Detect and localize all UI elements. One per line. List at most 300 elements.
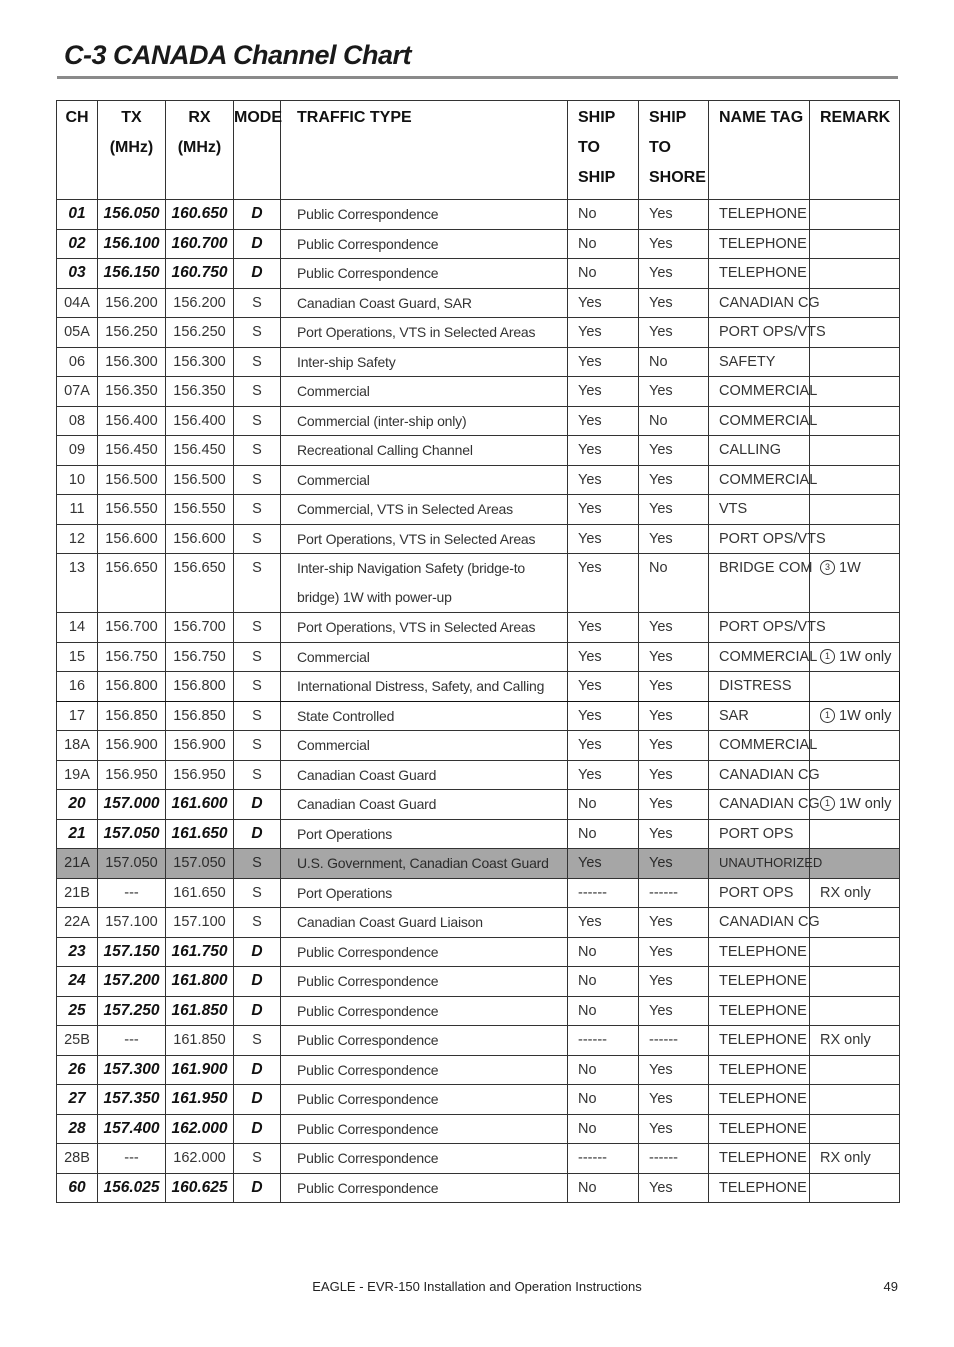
cell-rx-text: 161.950 [171,1090,228,1108]
cell-traffic-type-text: Commercial (inter-ship only) [297,412,467,429]
cell-channel-text: 02 [68,234,86,252]
cell-tx [98,731,166,761]
cell-rx-text: 156.500 [173,471,226,488]
cell-ship-to-shore-text: Yes [649,648,673,665]
header-ship-to-shore: SHIP TO SHORE [639,101,709,200]
cell-ship-to-shore [639,288,709,318]
cell-remark [810,377,900,407]
cell-mode [234,731,281,761]
cell-mode-text: S [252,884,262,901]
cell-mode-text: D [251,1119,263,1137]
cell-ship-to-ship [568,701,639,731]
cell-channel [57,1085,98,1115]
cell-mode [234,229,281,259]
cell-rx-text: 161.800 [171,972,228,990]
cell-channel-text: 04A [64,294,90,311]
cell-ship-to-shore [639,1144,709,1174]
cell-tx [98,642,166,672]
cell-tx-text: 156.450 [105,442,158,459]
cell-rx [166,967,234,997]
table-row [57,701,900,731]
cell-tx [98,613,166,643]
cell-mode [234,259,281,289]
cell-name-tag-text: SAR [719,707,749,724]
cell-tx-text: 157.300 [103,1060,160,1078]
cell-ship-to-ship [568,878,639,908]
cell-tx [98,288,166,318]
cell-name-tag [709,908,820,938]
cell-rx-text: 160.700 [171,234,228,252]
cell-rx [166,760,234,790]
cell-name-tag-text: CALLING [719,442,782,459]
cell-rx [166,878,234,908]
cell-tx-text: 156.025 [103,1178,160,1196]
cell-traffic-type-text: Commercial [297,383,370,400]
cell-remark [810,760,900,790]
cell-traffic-type-text: Commercial, VTS in Selected Areas [297,501,513,518]
cell-rx-text: 156.600 [173,530,226,547]
cell-ship-to-ship [568,229,639,259]
cell-ship-to-ship-text: No [578,1002,597,1019]
cell-ship-to-ship-text: ------ [578,1150,607,1167]
cell-mode-text: S [252,678,262,695]
cell-name-tag-text: COMMERCIAL [719,648,818,665]
cell-channel [57,613,98,643]
cell-rx [166,790,234,820]
cell-channel-text: 28 [68,1119,86,1137]
table-row [57,967,900,997]
cell-remark [810,996,900,1026]
table-row [57,642,900,672]
cell-traffic-type [281,642,568,672]
cell-mode-text: D [251,824,263,842]
cell-rx-text: 161.650 [171,824,228,842]
cell-name-tag [709,701,810,731]
cell-ship-to-shore-text: Yes [649,737,673,754]
cell-ship-to-shore-text: Yes [649,1002,673,1019]
cell-ship-to-shore-text: ------ [649,1150,678,1167]
cell-name-tag [709,672,810,702]
cell-mode-text: S [252,648,262,665]
cell-tx-text: 156.950 [105,766,158,783]
cell-ship-to-shore [639,229,709,259]
cell-mode-text: D [251,234,263,252]
cell-channel [57,849,98,879]
cell-ship-to-shore [639,554,709,613]
cell-ship-to-shore-text: No [649,560,668,576]
cell-traffic-type [281,554,568,613]
cell-traffic-type-text: Public Correspondence [297,1061,439,1078]
cell-channel-text: 13 [68,560,86,576]
cell-tx [98,937,166,967]
cell-name-tag-text: CANADIAN CG [719,766,820,783]
cell-mode [234,1173,281,1203]
cell-rx [166,672,234,702]
cell-traffic-type [281,1055,568,1085]
cell-traffic-type [281,937,568,967]
cell-name-tag-text: UNAUTHORIZED [719,855,823,871]
cell-tx-text: 156.100 [103,234,160,252]
cell-ship-to-shore-text: Yes [649,265,673,282]
cell-mode-text: S [252,1032,262,1049]
cell-ship-to-ship [568,1026,639,1056]
cell-name-tag [709,878,810,908]
cell-ship-to-shore [639,1055,709,1085]
cell-traffic-type [281,731,568,761]
cell-traffic-type [281,495,568,525]
cell-tx [98,200,166,230]
cell-channel-text: 14 [68,619,86,636]
cell-tx [98,1173,166,1203]
cell-traffic-type [281,1173,568,1203]
cell-ship-to-ship-text: Yes [578,707,602,724]
cell-ship-to-ship [568,672,639,702]
cell-traffic-type-text: Public Correspondence [297,1002,439,1019]
cell-channel [57,1114,98,1144]
cell-ship-to-shore-text: Yes [649,1120,673,1137]
cell-channel [57,1055,98,1085]
cell-ship-to-ship-text: No [578,943,597,960]
cell-rx-text: 156.550 [173,501,226,518]
cell-traffic-type [281,878,568,908]
cell-traffic-type [281,613,568,643]
circled-number-icon: 1 [820,649,835,664]
cell-ship-to-ship [568,288,639,318]
table-row [57,554,900,613]
header-remark: REMARK [810,101,900,200]
cell-ship-to-shore [639,672,709,702]
cell-name-tag [709,436,810,466]
cell-ship-to-shore [639,908,709,938]
cell-name-tag-text: BRIDGE COM [719,560,813,576]
cell-traffic-type [281,1085,568,1115]
cell-traffic-type [281,760,568,790]
cell-mode [234,288,281,318]
cell-tx [98,406,166,436]
cell-remark [810,229,900,259]
cell-name-tag [709,1173,810,1203]
cell-traffic-type-text: Public Correspondence [297,265,439,282]
cell-rx-text: 162.000 [173,1150,226,1167]
cell-name-tag [709,347,810,377]
cell-ship-to-ship [568,996,639,1026]
cell-traffic-type-text: Public Correspondence [297,973,439,990]
cell-tx-text: 156.900 [105,737,158,754]
cell-mode [234,849,281,879]
cell-tx [98,465,166,495]
cell-ship-to-shore [639,642,709,672]
cell-mode-text: S [252,530,262,547]
cell-traffic-type-text: Canadian Coast Guard [297,796,437,813]
cell-traffic-type-text: Canadian Coast Guard Liaison [297,914,483,931]
table-row [57,229,900,259]
cell-rx-text: 156.850 [173,707,226,724]
cell-tx-text: 156.500 [105,471,158,488]
cell-ship-to-ship-text: No [578,235,597,252]
cell-traffic-type-text: Commercial [297,737,370,754]
cell-ship-to-ship-text: No [578,1061,597,1078]
cell-ship-to-shore [639,347,709,377]
cell-ship-to-ship-text: Yes [578,501,602,518]
cell-channel [57,908,98,938]
cell-rx [166,1026,234,1056]
cell-name-tag-text: PORT OPS/VTS [719,324,826,341]
cell-traffic-type-text: Public Correspondence [297,1120,439,1137]
cell-ship-to-ship-text: Yes [578,324,602,341]
cell-remark [810,347,900,377]
cell-ship-to-ship-text: Yes [578,383,602,400]
cell-tx [98,760,166,790]
table-row [57,760,900,790]
cell-remark [810,1144,900,1174]
cell-traffic-type-text: Public Correspondence [297,1179,439,1196]
cell-channel-text: 07A [64,383,90,400]
cell-rx-text: 161.900 [171,1060,228,1078]
cell-rx [166,1055,234,1085]
circled-number-icon: 1 [820,708,835,723]
cell-tx [98,554,166,613]
cell-name-tag [709,642,818,672]
cell-ship-to-ship-text: No [578,825,597,842]
cell-channel-text: 25B [64,1032,90,1049]
cell-channel [57,377,98,407]
cell-traffic-type [281,436,568,466]
cell-mode [234,908,281,938]
cell-ship-to-ship [568,731,639,761]
cell-mode [234,1114,281,1144]
cell-channel-text: 21 [68,824,86,842]
cell-tx [98,318,166,348]
cell-channel [57,790,98,820]
cell-rx-text: 156.900 [173,737,226,754]
cell-mode-text: D [251,1001,263,1019]
cell-remark-text: RX only [820,884,871,901]
cell-mode [234,937,281,967]
cell-name-tag [709,554,813,613]
cell-channel-text: 60 [68,1178,86,1196]
cell-ship-to-shore [639,878,709,908]
cell-channel-text: 23 [68,942,86,960]
cell-tx-text: 156.600 [105,530,158,547]
table-row [57,495,900,525]
cell-ship-to-shore-text: Yes [649,383,673,400]
cell-remark [810,937,900,967]
cell-ship-to-shore [639,436,709,466]
cell-ship-to-shore-text: Yes [649,442,673,459]
table-row [57,613,900,643]
cell-mode [234,760,281,790]
cell-ship-to-ship [568,436,639,466]
cell-traffic-type [281,672,568,702]
cell-name-tag-text: CANADIAN CG [719,914,820,931]
cell-channel-text: 26 [68,1060,86,1078]
cell-ship-to-shore-text: Yes [649,1091,673,1108]
cell-rx-text: 156.650 [173,560,226,576]
cell-channel-text: 08 [68,412,86,429]
cell-tx [98,1055,166,1085]
cell-rx [166,996,234,1026]
cell-traffic-type [281,701,568,731]
cell-name-tag-text: COMMERCIAL [719,471,818,488]
cell-tx-text: 156.400 [105,412,158,429]
cell-channel [57,436,98,466]
cell-channel [57,731,98,761]
cell-ship-to-shore [639,495,709,525]
cell-channel [57,465,98,495]
cell-channel [57,259,98,289]
cell-tx [98,967,166,997]
cell-name-tag [709,465,818,495]
cell-traffic-type-text: Port Operations [297,825,393,842]
cell-mode-text: D [251,1178,263,1196]
cell-mode [234,347,281,377]
cell-name-tag-text: SAFETY [719,353,776,370]
cell-channel-text: 12 [68,530,86,547]
cell-mode-text: S [252,560,262,576]
cell-rx [166,347,234,377]
cell-rx-text: 162.000 [171,1119,228,1137]
cell-tx [98,259,166,289]
cell-mode-text: S [252,707,262,724]
table-row [57,1144,900,1174]
cell-tx [98,436,166,466]
cell-rx-text: 157.050 [173,855,226,872]
cell-traffic-type-text: Public Correspondence [297,235,439,252]
cell-ship-to-shore-text: Yes [649,619,673,636]
cell-remark-text: 1W only [839,707,892,724]
cell-traffic-type-text: Commercial [297,648,370,665]
table-row [57,937,900,967]
cell-channel-text: 22A [64,914,90,931]
cell-name-tag [709,1114,810,1144]
cell-tx [98,878,166,908]
cell-name-tag-text: TELEPHONE [719,1179,807,1196]
cell-mode-text: D [251,972,263,990]
cell-ship-to-ship-text: No [578,1120,597,1137]
header-name-tag: NAME TAG [709,101,810,200]
cell-tx [98,790,166,820]
cell-remark [810,200,900,230]
cell-ship-to-shore [639,819,709,849]
cell-ship-to-shore-text: No [649,412,668,429]
cell-tx [98,377,166,407]
cell-ship-to-ship [568,967,639,997]
cell-tx [98,1085,166,1115]
cell-tx-text: 157.250 [103,1001,160,1019]
cell-tx-text: 156.200 [105,294,158,311]
cell-name-tag [709,524,826,554]
page-number: 49 [883,1279,898,1294]
cell-traffic-type [281,996,568,1026]
cell-rx-text: 161.750 [171,942,228,960]
cell-ship-to-ship [568,1173,639,1203]
cell-tx [98,524,166,554]
cell-mode [234,613,281,643]
cell-rx [166,613,234,643]
cell-tx [98,996,166,1026]
cell-rx [166,849,234,879]
cell-tx-text: 156.350 [105,383,158,400]
cell-traffic-type-text: Public Correspondence [297,943,439,960]
cell-rx [166,524,234,554]
cell-remark [810,1173,900,1203]
cell-name-tag [709,613,826,643]
cell-traffic-type [281,819,568,849]
cell-tx [98,495,166,525]
cell-channel [57,495,98,525]
cell-rx [166,554,234,613]
cell-remark-text: 1W only [839,796,892,813]
cell-ship-to-shore [639,406,709,436]
cell-ship-to-shore-text: Yes [649,235,673,252]
cell-rx-text: 156.750 [173,648,226,665]
cell-tx [98,908,166,938]
cell-traffic-type [281,229,568,259]
cell-mode-text: S [252,442,262,459]
cell-channel-text: 19A [64,766,90,783]
cell-name-tag [709,259,810,289]
cell-traffic-type-text: Canadian Coast Guard [297,766,437,783]
cell-rx-text: 161.850 [171,1001,228,1019]
cell-ship-to-ship-text: No [578,796,597,813]
cell-ship-to-ship-text: Yes [578,678,602,695]
footer-text: EAGLE - EVR-150 Installation and Operation Instructions [312,1279,642,1294]
cell-channel [57,229,98,259]
cell-name-tag [709,1055,810,1085]
header-ship-to-ship: SHIP TO SHIP [568,101,639,200]
table-row [57,318,900,348]
cell-remark [810,1026,900,1056]
cell-channel-text: 16 [68,678,86,695]
cell-remark-text: 1W only [839,648,892,665]
cell-ship-to-shore-text: Yes [649,324,673,341]
cell-ship-to-ship-text: Yes [578,648,602,665]
cell-ship-to-ship [568,613,639,643]
cell-remark [810,436,900,466]
cell-channel-text: 15 [68,648,86,665]
cell-rx [166,318,234,348]
cell-rx [166,819,234,849]
cell-name-tag [709,731,818,761]
cell-mode-text: D [251,1090,263,1108]
cell-remark-text: RX only [820,1032,871,1049]
title-rule [57,76,898,79]
cell-ship-to-shore [639,849,709,879]
cell-rx [166,731,234,761]
table-row [57,465,900,495]
cell-mode [234,672,281,702]
cell-rx [166,1173,234,1203]
cell-name-tag-text: TELEPHONE [719,1061,807,1078]
cell-mode [234,1144,281,1174]
cell-ship-to-ship-text: Yes [578,442,602,459]
cell-name-tag-text: PORT OPS [719,884,794,901]
cell-channel [57,672,98,702]
cell-remark [810,495,900,525]
cell-ship-to-ship-text: Yes [578,471,602,488]
cell-mode-text: S [252,766,262,783]
cell-name-tag [709,1085,810,1115]
cell-mode [234,406,281,436]
cell-remark [810,908,900,938]
header-traffic-type: TRAFFIC TYPE [281,101,568,200]
cell-traffic-type [281,318,568,348]
cell-traffic-type-text: Recreational Calling Channel [297,442,473,459]
cell-ship-to-ship-text: Yes [578,560,602,576]
cell-ship-to-shore-text: ------ [649,1032,678,1049]
cell-ship-to-ship-text: Yes [578,294,602,311]
cell-mode-text: S [252,501,262,518]
